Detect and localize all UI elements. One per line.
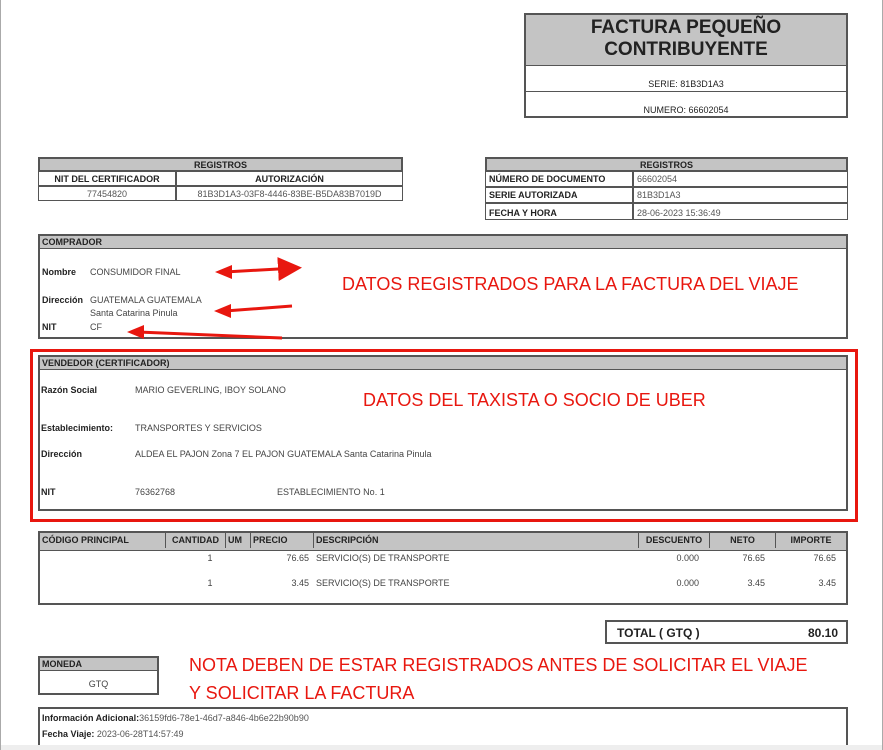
item-neto: 76.65 [742, 553, 765, 563]
title-line2: CONTRIBUYENTE [604, 39, 768, 60]
item-precio: 3.45 [291, 578, 309, 588]
nit-value: CF [90, 322, 102, 332]
autorizacion-header: AUTORIZACIÓN [176, 171, 403, 186]
comprador-header: COMPRADOR [40, 236, 846, 249]
nit-value: 76362768 [135, 487, 176, 497]
comprador-annotation: DATOS REGISTRADOS PARA LA FACTURA DEL VIAJE [342, 274, 799, 294]
item-precio: 76.65 [286, 553, 309, 563]
moneda-header: MONEDA [40, 658, 157, 671]
numero-documento-label: NÚMERO DE DOCUMENTO [485, 171, 633, 187]
arrow-icon [138, 332, 282, 338]
item-importe: 3.45 [818, 578, 836, 588]
item-cantidad: 1 [207, 553, 213, 563]
nota-annotation-line1: NOTA DEBEN DE ESTAR REGISTRADOS ANTES DE SOLICITAR EL VIAJE [189, 655, 808, 675]
neto-header: NETO [709, 533, 775, 548]
item-cantidad: 1 [207, 578, 213, 588]
info-adicional-box [38, 707, 848, 747]
fecha-hora-value: 28-06-2023 15:36:49 [633, 203, 848, 220]
razon-social-value: MARIO GEVERLING, IBOY SOLANO [135, 385, 286, 395]
nombre-value: CONSUMIDOR FINAL [90, 267, 181, 277]
info-adicional-value: 36159fd6-78e1-46d7-a846-4b6e22b90b90 [139, 713, 309, 723]
registros-header: REGISTROS [485, 157, 848, 171]
descripcion-header: DESCRIPCIÓN [313, 533, 638, 548]
item-neto: 3.45 [747, 578, 765, 588]
moneda-box [38, 656, 159, 695]
moneda-value: GTQ [88, 679, 109, 689]
establecimiento-label: Establecimiento: [41, 423, 114, 433]
arrowhead-icon [127, 325, 144, 339]
descuento-header: DESCUENTO [638, 533, 709, 548]
numero: NUMERO: 66602054 [643, 105, 729, 115]
total-label: TOTAL ( GTQ ) [617, 626, 700, 640]
nombre-label: Nombre [42, 267, 77, 277]
title-line1: FACTURA PEQUEÑO [590, 17, 782, 38]
item-descripcion: SERVICIO(S) DE TRANSPORTE [316, 553, 450, 563]
razon-social-label: Razón Social [41, 385, 98, 395]
vendedor-section [38, 355, 848, 511]
numero-documento-value: 66602054 [633, 171, 848, 187]
establecimiento-value: TRANSPORTES Y SERVICIOS [135, 423, 262, 433]
vendedor-header: VENDEDOR (CERTIFICADOR) [40, 357, 846, 370]
fecha-viaje-label: Fecha Viaje: [42, 729, 95, 739]
direccion-label: Dirección [41, 449, 83, 459]
nota-annotation-line2: Y SOLICITAR LA FACTURA [189, 683, 415, 703]
arrow-icon [225, 306, 292, 311]
item-descuento: 0.000 [676, 553, 699, 563]
info-adicional-label: Información Adicional: [42, 713, 140, 723]
serie: SERIE: 81B3D1A3 [648, 79, 724, 89]
nit-certificador-header: NIT DEL CERTIFICADOR [38, 171, 176, 186]
um-header: UM [225, 533, 250, 548]
direccion-value: ALDEA EL PAJON Zona 7 EL PAJON GUATEMALA Santa Catarina Pinula [135, 449, 432, 459]
arrow-icon [225, 268, 296, 272]
item-importe: 76.65 [813, 553, 836, 563]
direccion-line1: GUATEMALA GUATEMALA [90, 295, 202, 305]
registros-header: REGISTROS [38, 157, 403, 171]
nit-label: NIT [41, 487, 56, 497]
establecimiento-numero: ESTABLECIMIENTO No. 1 [277, 487, 385, 497]
nit-label: NIT [42, 322, 57, 332]
total-value: 80.10 [807, 626, 838, 640]
autorizacion-value: 81B3D1A3-03F8-4446-83BE-B5DA83B7019D [176, 186, 403, 201]
cantidad-header: CANTIDAD [165, 533, 225, 548]
codigo-principal-header: CÓDIGO PRINCIPAL [42, 535, 129, 545]
fecha-viaje-value: 2023-06-28T14:57:49 [96, 729, 184, 739]
total-box [605, 620, 848, 644]
arrowhead-icon [215, 265, 232, 279]
nit-certificador-value: 77454820 [38, 186, 176, 201]
direccion-line2: Santa Catarina Pinula [90, 308, 178, 318]
precio-header: PRECIO [250, 533, 313, 548]
vendedor-annotation: DATOS DEL TAXISTA O SOCIO DE UBER [363, 390, 706, 410]
serie-autorizada-label: SERIE AUTORIZADA [485, 187, 633, 203]
fecha-hora-label: FECHA Y HORA [485, 203, 633, 220]
direccion-label: Dirección [42, 295, 84, 305]
item-descuento: 0.000 [676, 578, 699, 588]
item-descripcion: SERVICIO(S) DE TRANSPORTE [316, 578, 450, 588]
serie-autorizada-value: 81B3D1A3 [633, 187, 848, 203]
importe-header: IMPORTE [775, 533, 846, 548]
arrowhead-icon [214, 304, 231, 318]
